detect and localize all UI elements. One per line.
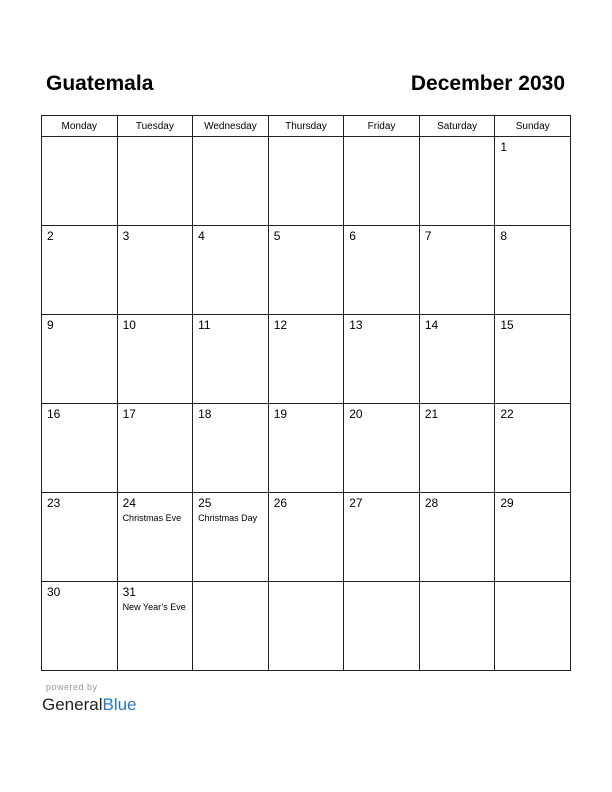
- day-cell: [42, 404, 118, 493]
- day-cell: [419, 582, 495, 671]
- day-number: 20: [349, 407, 363, 421]
- day-number: 23: [47, 496, 61, 510]
- day-number: 27: [349, 496, 363, 510]
- weekday-header: Saturday: [419, 116, 495, 137]
- weekday-header: Friday: [344, 116, 420, 137]
- week-row: [42, 137, 571, 226]
- holiday-label: Christmas Eve: [122, 513, 182, 523]
- brand-name-part1: General: [42, 695, 103, 714]
- day-cell: [193, 404, 269, 493]
- day-cell: [495, 493, 571, 582]
- day-cell: [268, 226, 344, 315]
- day-number: 30: [47, 585, 61, 599]
- day-number: 13: [349, 318, 363, 332]
- day-number: 18: [198, 407, 212, 421]
- day-cell: [117, 493, 193, 582]
- week-row: [42, 493, 571, 582]
- day-cell: [193, 493, 269, 582]
- day-cell: [419, 404, 495, 493]
- month-year-title: December 2030: [410, 72, 565, 95]
- week-row: [42, 582, 571, 671]
- week-row: [42, 315, 571, 404]
- day-number: 9: [47, 318, 54, 332]
- day-cell: [495, 315, 571, 404]
- day-cell: [42, 226, 118, 315]
- day-cell: [42, 315, 118, 404]
- day-number: 12: [273, 318, 288, 332]
- day-cell: [344, 493, 420, 582]
- weekday-header-row: [42, 116, 571, 137]
- day-number: 11: [198, 318, 211, 332]
- day-cell: [268, 315, 344, 404]
- day-cell: [419, 137, 495, 226]
- day-number: 6: [349, 229, 356, 243]
- day-cell: [117, 226, 193, 315]
- weekday-header: Sunday: [495, 116, 571, 137]
- day-number: 21: [424, 407, 439, 421]
- day-number: 2: [47, 229, 54, 243]
- day-cell: [419, 315, 495, 404]
- day-cell: [268, 493, 344, 582]
- day-cell: [419, 226, 495, 315]
- day-cell: [193, 582, 269, 671]
- day-cell: [193, 137, 269, 226]
- day-cell: [419, 493, 495, 582]
- day-number: 29: [500, 496, 514, 510]
- day-number: 26: [273, 496, 288, 510]
- day-cell: [42, 493, 118, 582]
- day-number: 4: [198, 229, 205, 243]
- day-cell: [344, 404, 420, 493]
- calendar-grid: [41, 115, 571, 671]
- day-number: 3: [122, 229, 130, 243]
- day-number: 14: [424, 318, 439, 332]
- brand-logo: [42, 695, 137, 715]
- day-cell: [268, 137, 344, 226]
- day-number: 5: [273, 229, 281, 243]
- day-cell: [344, 582, 420, 671]
- day-cell: [117, 315, 193, 404]
- day-cell: [42, 137, 118, 226]
- day-number: 22: [500, 407, 514, 421]
- calendar-body: [42, 137, 571, 671]
- week-row: [42, 226, 571, 315]
- day-cell: [495, 404, 571, 493]
- day-cell: [495, 137, 571, 226]
- day-number: 31: [122, 585, 136, 599]
- day-cell: [268, 404, 344, 493]
- weekday-header: Monday: [42, 116, 118, 137]
- day-number: 25: [198, 496, 212, 510]
- day-number: 17: [122, 407, 136, 421]
- day-cell: [193, 226, 269, 315]
- holiday-label: New Year’s Eve: [122, 602, 186, 612]
- day-cell: [193, 315, 269, 404]
- weekday-header: Tuesday: [117, 116, 193, 137]
- day-number: 1: [500, 140, 508, 154]
- day-number: 15: [500, 318, 514, 332]
- day-number: 7: [424, 229, 432, 243]
- day-number: 10: [122, 318, 136, 332]
- day-cell: [344, 315, 420, 404]
- day-cell: [495, 582, 571, 671]
- day-cell: [117, 582, 193, 671]
- brand-name-part2: Blue: [102, 695, 137, 714]
- weekday-header: Thursday: [268, 116, 344, 137]
- day-number: 19: [273, 407, 288, 421]
- day-number: 24: [122, 496, 136, 510]
- day-cell: [117, 404, 193, 493]
- day-cell: [42, 582, 118, 671]
- day-cell: [344, 137, 420, 226]
- day-number: 28: [424, 496, 439, 510]
- day-cell: [344, 226, 420, 315]
- country-title: Guatemala: [46, 72, 154, 95]
- day-cell: [495, 226, 571, 315]
- week-row: [42, 404, 571, 493]
- day-cell: [268, 582, 344, 671]
- weekday-header: Wednesday: [193, 116, 269, 137]
- holiday-label: Christmas Day: [198, 513, 258, 523]
- footer-branding: [42, 682, 137, 715]
- day-number: 8: [500, 229, 508, 243]
- powered-by-text: powered by: [46, 682, 98, 692]
- day-cell: [117, 137, 193, 226]
- day-number: 16: [47, 407, 61, 421]
